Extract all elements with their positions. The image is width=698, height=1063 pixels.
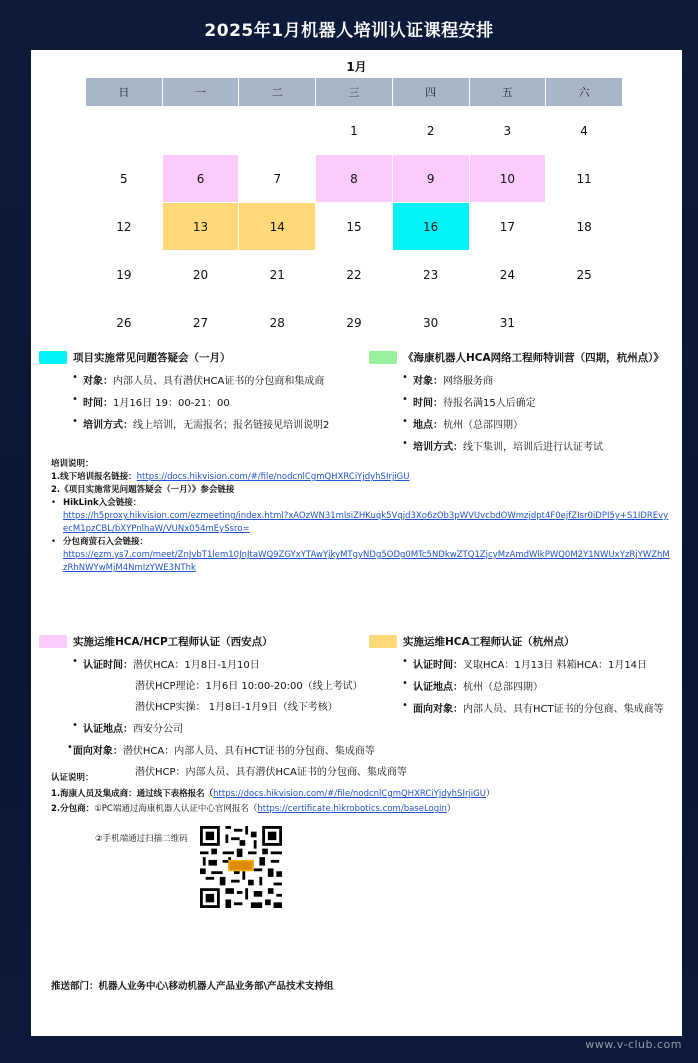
hangzhou-section: 实施运维HCA工程师认证（杭州点） • 认证时间： 叉取HCA：1月13日 料箱HCA：1月14日 • 认证地点： 杭州（总部四期） • 面向对象： 内部人员、具有HCT证书的分包商、集成商等 (369, 634, 679, 715)
calendar-day: 23 (392, 251, 469, 299)
camp-time: 待报名满15人后确定 (443, 398, 536, 409)
xian-title: 实施运维HCA/HCP工程师认证（西安点） (73, 636, 273, 648)
xian-target-label: 面向对象： (72, 746, 123, 757)
xian-place-label: 认证地点： (83, 724, 133, 735)
camp-target: 网络服务商 (443, 376, 493, 387)
calendar-week-4 (86, 251, 623, 299)
footer-department: 推送部门：机器人业务中心\移动机器人产品业务部\产品技术支持组 (51, 981, 334, 992)
training-notes-heading: 培训说明： (51, 459, 94, 469)
legend-swatch-yellow (369, 635, 397, 648)
xian-time-2: 潜伏HCP理论：1月6日 10:00-20:00（线上考试） (135, 681, 363, 692)
calendar-day: 12 (86, 203, 163, 251)
calendar-day: 29 (316, 299, 393, 347)
xian-time-label: 认证时间： (83, 660, 133, 671)
cert-note-1-label: 1.海康人员及集成商：通过线下表格报名（ (51, 789, 214, 799)
calendar-day: 7 (239, 155, 316, 203)
calendar-table (85, 77, 623, 347)
weekday-tue: 二 (239, 78, 316, 107)
footer (51, 980, 671, 993)
training-notes: 培训说明： 1.线下培训报名链接：https://docs.hikvision.com/#/file/nodcnlCgmQHXRCiYjdyhSIrjiGU 2.《项目实施常见问题答疑会（一月）》参会链接 • HikLink入会链接： https://h5proxy.hikvision.com/ezmeeting/index.html?xAOzWN31mlsiZHKuqk5Vqjd3Xo6zOb3pWVUvcbdOWmzjdpt4F0ejfZIsr0iDPI5y+S1IDREvyecM1pzCBL/bXYPnlhaW/VUNx054mEySsro= • 分包商萤石入会链接： https://ezm.ys7.com/meet/ZnJvbT1lem10JnJtaWQ9ZGYxYTAwYjkyMTgyNDg5ODg0MTc5NDkwZTQ1ZjcyMzAmdWlkPWQ0M2Y1NWUxYzRjYWZhMzRhNWYwMjM4NmIzYWE3NThk (51, 459, 670, 573)
ezviz-label: 分包商萤石入会链接： (63, 537, 149, 547)
camp-mode: 线下集训，培训后进行认证考试 (463, 442, 603, 453)
weekday-sun: 日 (86, 78, 163, 107)
calendar-day: 22 (316, 251, 393, 299)
calendar-day: 21 (239, 251, 316, 299)
calendar-day: 26 (86, 299, 163, 347)
camp-mode-label: 培训方式： (413, 442, 463, 453)
xian-time-3: 潜伏HCP实操： 1月8日-1月9日（线下考核） (135, 702, 338, 713)
hangzhou-title: 实施运维HCA工程师认证（杭州点） (403, 636, 575, 648)
xian-section: 实施运维HCA/HCP工程师认证（西安点） • 认证时间： 潜伏HCA：1月8日-1月10日 潜伏HCP理论：1月6日 10:00-20:00（线上考试） 潜伏HCP实操： 1月8日-1月9日（线下考核） • 认证地点： 西安分公司 • 面向对象： 潜伏HCA：内部人员、具有HCT证书的分包商、集成商等 潜伏HCP：内部人员、具有潜伏HCA证书的分包商、集成商等 (39, 634, 369, 778)
weekday-fri: 五 (469, 78, 546, 107)
calendar-day: 25 (546, 251, 623, 299)
weekday-header-row (86, 78, 623, 107)
training-note-1-label: 1.线下培训报名链接： (51, 472, 137, 482)
calendar-day-highlight-xian: 6 (162, 155, 239, 203)
qa-mode-label: 培训方式： (83, 420, 133, 431)
qa-title: 项目实施常见问题答疑会（一月） (73, 352, 231, 364)
legend-swatch-pink (39, 635, 67, 648)
cert-note-2-text: ①PC端通过海康机器人认证中心官网报名（ (94, 804, 258, 814)
calendar-day: 15 (316, 203, 393, 251)
calendar-day: 4 (546, 107, 623, 155)
qr-code[interactable] (200, 825, 282, 909)
calendar-day: 11 (546, 155, 623, 203)
calendar-day: 17 (469, 203, 546, 251)
calendar-day (162, 107, 239, 155)
training-signup-link[interactable]: https://docs.hikvision.com/#/file/nodcnlCgmQHXRCiYjdyhSIrjiGU (136, 472, 410, 482)
calendar-day: 3 (469, 107, 546, 155)
paren-close: ） (446, 804, 456, 814)
calendar-day: 28 (239, 299, 316, 347)
cert-signup-link[interactable]: https://docs.hikvision.com/#/file/nodcnlCgmQHXRCiYjdyhSIrjiGU (213, 789, 486, 799)
hangzhou-place-label: 认证地点： (413, 682, 463, 693)
cert-notes-heading: 认证说明： (51, 773, 94, 783)
calendar-week-3 (86, 203, 623, 251)
calendar-day: 18 (546, 203, 623, 251)
calendar-day: 2 (392, 107, 469, 155)
camp-section: 《海康机器人HCA网络工程师特训营（四期，杭州点）》 • 对象： 网络服务商 • 时间： 待报名满15人后确定 • 地点： 杭州（总部四期） • 培训方式： 线下集训，培训后进行认证考试 (369, 350, 679, 453)
watermark: @海康机器人认证小助手 (538, 1018, 682, 1033)
calendar-week-1 (86, 107, 623, 155)
qr-label: ②手机端通过扫描二维码 (95, 834, 188, 844)
camp-title: 《海康机器人HCA网络工程师特训营（四期，杭州点）》 (403, 352, 664, 364)
xian-target-1: 潜伏HCA：内部人员、具有HCT证书的分包商、集成商等 (122, 746, 375, 757)
calendar-day (239, 107, 316, 155)
calendar-day (546, 299, 623, 347)
qa-time-label: 时间： (83, 398, 113, 409)
ezviz-link[interactable]: https://ezm.ys7.com/meet/ZnJvbT1lem10JnJtaWQ9ZGYxYTAwYjkyMTgyNDg5ODg0MTc5NDkwZTQ1ZjcyMzAmdWlkPWQ0M2Y1NWUxYzRjYWZhMzRhNWYwMjM4NmIzYWE3NThk (63, 550, 670, 573)
calendar-week-2 (86, 155, 623, 203)
qa-mode: 线上培训，无需报名；报名链接见培训说明2 (133, 420, 330, 431)
xian-time-1: 潜伏HCA：1月8日-1月10日 (133, 660, 260, 671)
calendar-day-highlight-hangzhou: 14 (239, 203, 316, 251)
legend-swatch-cyan (39, 351, 67, 364)
calendar-day-highlight-xian: 9 (392, 155, 469, 203)
calendar-day: 20 (162, 251, 239, 299)
training-note-2-label: 2.《项目实施常见问题答疑会（一月）》参会链接 (51, 485, 235, 495)
xian-place: 西安分公司 (133, 724, 183, 735)
camp-place: 杭州（总部四期） (443, 420, 523, 431)
qa-target-label: 对象： (83, 376, 113, 387)
qa-section: 项目实施常见问题答疑会（一月） • 对象： 内部人员、具有潜伏HCA证书的分包商和集成商 • 时间： 1月16日 19：00-21：00 • 培训方式： 线上培训，无需报名；报名链接见培训说明2 (39, 350, 359, 431)
weekday-mon: 一 (162, 78, 239, 107)
qa-time: 1月16日 19：00-21：00 (113, 398, 230, 409)
calendar-day-highlight-xian: 8 (316, 155, 393, 203)
calendar-day: 30 (392, 299, 469, 347)
calendar-day: 5 (86, 155, 163, 203)
calendar-day: 31 (469, 299, 546, 347)
calendar-day-highlight-xian: 10 (469, 155, 546, 203)
hiklink-label: HikLink入会链接： (63, 498, 142, 508)
hangzhou-time: 叉取HCA：1月13日 料箱HCA：1月14日 (463, 660, 648, 671)
calendar-day: 19 (86, 251, 163, 299)
cert-center-link[interactable]: https://certificate.hikrobotics.com/baseLogin (257, 804, 447, 814)
calendar-week-5 (86, 299, 623, 347)
calendar-month: 1月 (346, 60, 367, 74)
weekday-thu: 四 (392, 78, 469, 107)
hiklink-link[interactable]: https://h5proxy.hikvision.com/ezmeeting/index.html?xAOzWN31mlsiZHKuqk5Vqjd3Xo6zOb3pWVUvcbdOWmzjdpt4F0ejfZIsr0iDPI5y+S1IDREvyecM1pzCBL/bXYPnlhaW/VUNx054mEySsro= (63, 511, 669, 534)
hangzhou-target-label: 面向对象： (413, 704, 463, 715)
weekday-sat: 六 (546, 78, 623, 107)
calendar-day (86, 107, 163, 155)
camp-place-label: 地点： (413, 420, 443, 431)
watermark-url: www.v-club.com (585, 1038, 682, 1051)
schedule-sheet (31, 50, 682, 1036)
calendar-day-highlight-hangzhou: 13 (162, 203, 239, 251)
hangzhou-time-label: 认证时间： (413, 660, 463, 671)
calendar-day: 1 (316, 107, 393, 155)
paren-close: ） (485, 789, 495, 799)
page-title: 2025年1月机器人培训认证课程安排 (204, 21, 494, 41)
legend-swatch-green (369, 351, 397, 364)
xian-target-2: 潜伏HCP：内部人员、具有潜伏HCA证书的分包商、集成商等 (135, 767, 407, 778)
hangzhou-place: 杭州（总部四期） (463, 682, 543, 693)
qa-target: 内部人员、具有潜伏HCA证书的分包商和集成商 (113, 376, 325, 387)
camp-target-label: 对象： (413, 376, 443, 387)
hangzhou-target: 内部人员、具有HCT证书的分包商、集成商等 (463, 704, 664, 715)
cert-notes (51, 772, 671, 846)
calendar-day: 24 (469, 251, 546, 299)
camp-time-label: 时间： (413, 398, 443, 409)
weekday-wed: 三 (316, 78, 393, 107)
cert-note-2-label: 2.分包商： (51, 804, 95, 814)
calendar-day: 27 (162, 299, 239, 347)
calendar-day-highlight-qa: 16 (392, 203, 469, 251)
